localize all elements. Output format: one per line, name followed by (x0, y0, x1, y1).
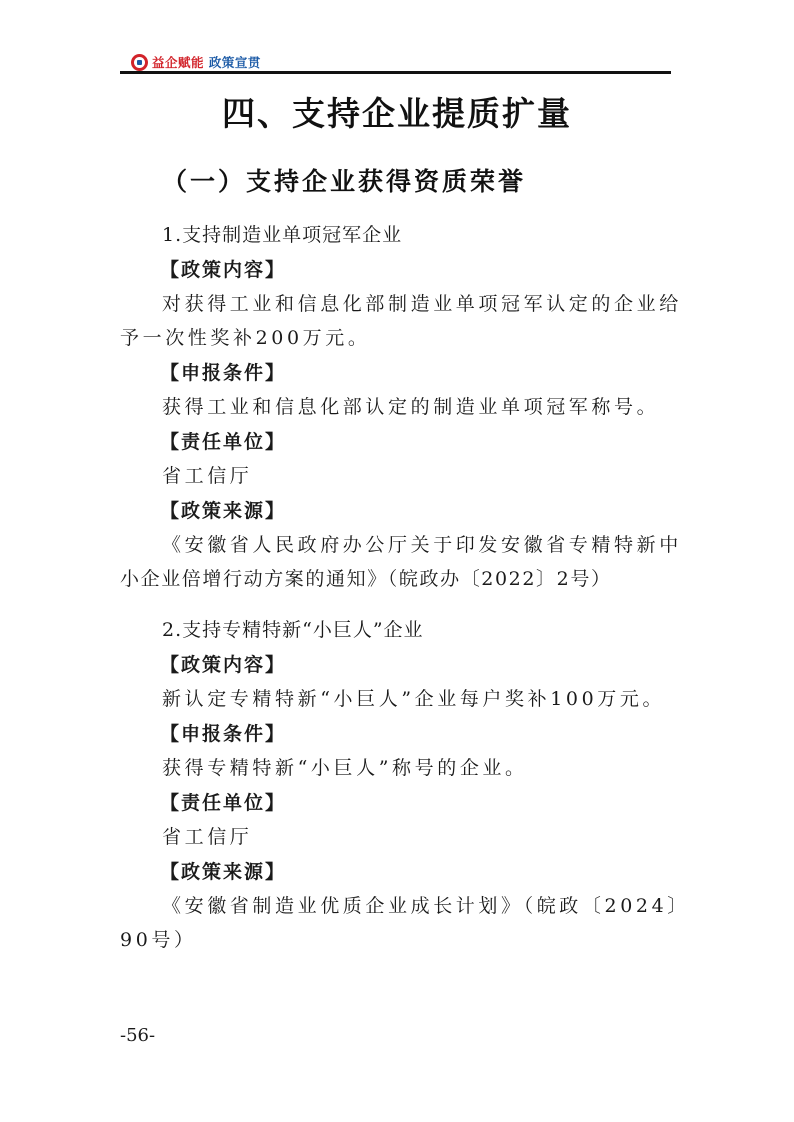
item-1-source-label: 【政策来源】 (160, 500, 287, 522)
header-divider (120, 71, 671, 74)
item-1-policy-line-2: 予一次性奖补200万元。 (120, 327, 371, 349)
logo-emblem-icon (131, 54, 148, 71)
item-1-conditions-line-1: 获得工业和信息化部认定的制造业单项冠军称号。 (162, 396, 660, 418)
item-1-policy-line-1: 对获得工业和信息化部制造业单项冠军认定的企业给 (162, 293, 682, 315)
item-2-policy-label: 【政策内容】 (160, 654, 287, 676)
item-1-unit-line-1: 省工信厅 (162, 465, 253, 487)
item-1-unit-label: 【责任单位】 (160, 431, 287, 453)
item-2-unit-line-1: 省工信厅 (162, 826, 253, 848)
logo-text-primary: 益企赋能 (152, 55, 205, 70)
page-number: -56- (120, 1025, 156, 1046)
item-1-heading: 1.支持制造业单项冠军企业 (162, 224, 403, 246)
item-2-policy-line-1: 新认定专精特新“小巨人”企业每户奖补100万元。 (162, 688, 666, 710)
page-title: 四、支持企业提质扩量 (222, 94, 572, 133)
logo-text-secondary: 政策宣贯 (208, 55, 261, 70)
item-2-source-line-1: 《安徽省制造业优质企业成长计划》（皖政〔2024〕 (162, 895, 690, 917)
item-2-heading: 2.支持专精特新“小巨人”企业 (162, 619, 424, 641)
item-1-source-line-1: 《安徽省人民政府办公厅关于印发安徽省专精特新中 (162, 534, 682, 556)
item-1-source-line-2: 小企业倍增行动方案的通知》（皖政办〔2022〕2号） (120, 568, 612, 590)
item-2-source-label: 【政策来源】 (160, 861, 287, 883)
section-heading: （一）支持企业获得资质荣誉 (162, 167, 527, 196)
logo-text (152, 53, 261, 71)
item-2-conditions-label: 【申报条件】 (160, 723, 287, 745)
item-1-policy-label: 【政策内容】 (160, 259, 287, 281)
header-logo (131, 52, 261, 72)
item-2-unit-label: 【责任单位】 (160, 792, 287, 814)
item-2-source-line-2: 90号） (120, 929, 197, 951)
item-2-conditions-line-1: 获得专精特新“小巨人”称号的企业。 (162, 757, 528, 779)
item-1-conditions-label: 【申报条件】 (160, 362, 287, 384)
